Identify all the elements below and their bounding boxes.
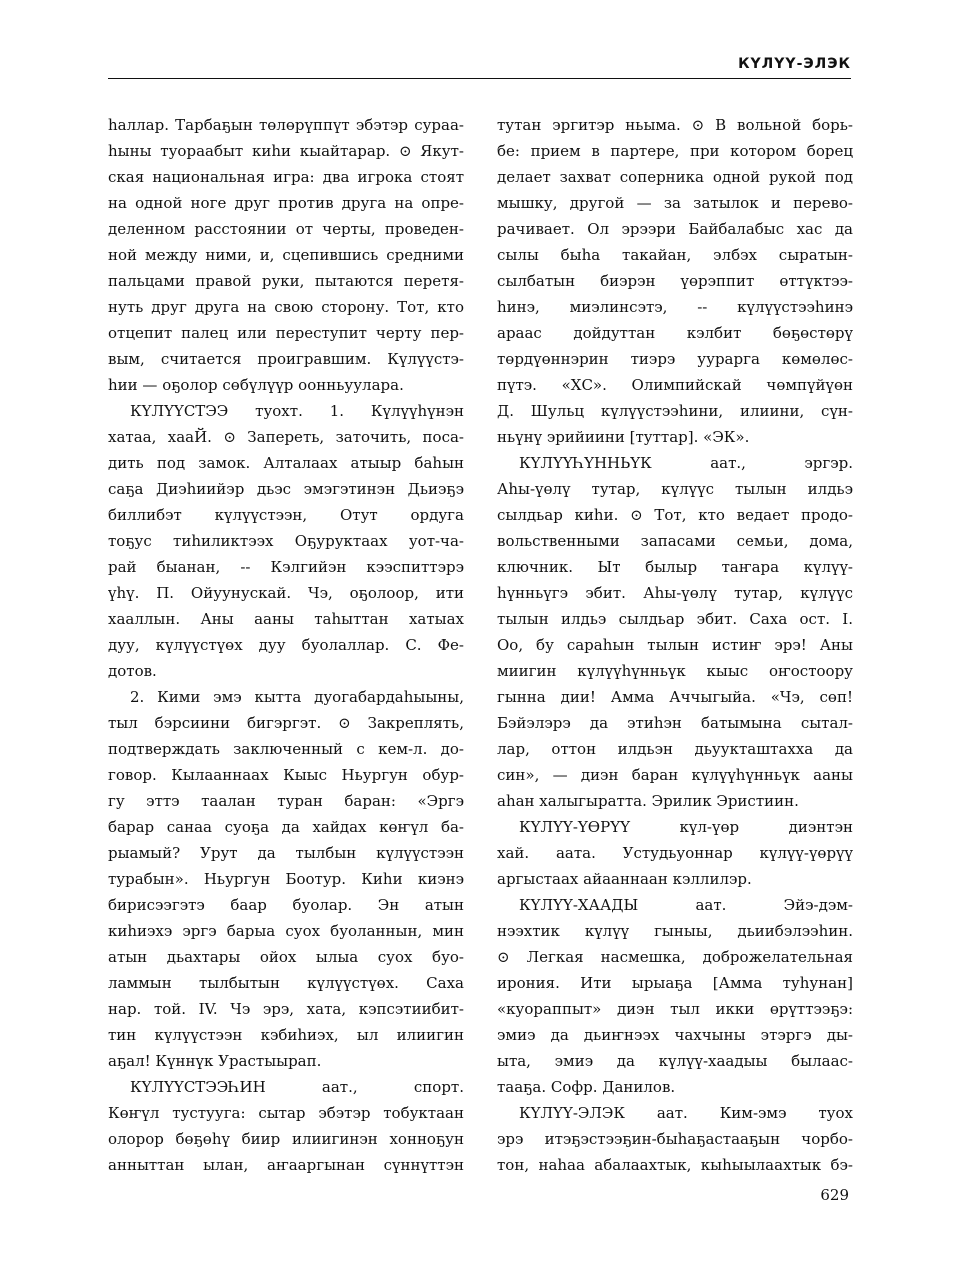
- text-line: Бэйэлэрэ да этиһэн батымына сытал-: [497, 714, 853, 732]
- text-line: тааҕа. Софр. Данилов.: [497, 1078, 676, 1096]
- page-number: 629: [820, 1186, 849, 1204]
- text-line: КҮЛҮҮ-ҮӨРҮҮ күл-үөр диэнтэн: [519, 818, 853, 836]
- text-line: син», — диэн баран күлүүһүнньүк ааны: [497, 766, 853, 784]
- text-line: аһан халыгыратта. Эрилик Эристиин.: [497, 792, 799, 810]
- text-line: аргыстаах айааннаан кэллилэр.: [497, 870, 752, 888]
- text-line: рачивает. Ол эрээри Байбалабыс хас да: [497, 220, 853, 238]
- text-line: дотов.: [108, 662, 157, 680]
- text-line: пүтэ. «ХС». Олимпийскай чөмпүйүөн: [497, 376, 853, 394]
- text-line: атын дьахтары ойох ылыа суох буо-: [108, 948, 464, 966]
- text-line: лар, оттон илдьэн дьуукташтахха да: [497, 740, 853, 758]
- text-line: олорор бөҕөһү биир илиигинэн хонноҕун: [108, 1130, 464, 1148]
- text-line: киһиэхэ эргэ барыа суох буоланнын, мин: [108, 922, 464, 940]
- text-line: 2. Кими эмэ кытта дуогабардаһыыны,: [130, 688, 464, 706]
- text-line: делает захват соперника одной рукой под: [497, 168, 853, 186]
- text-line: ыта, эмиэ да күлүү-хаадыы былаас-: [497, 1052, 853, 1070]
- text-line: саҕа Диэһиийэр дьэс эмэгэтинэн Дьиэҕэ: [108, 480, 464, 498]
- text-line: хааллын. Аны ааны таһыттан хатыах: [108, 610, 464, 628]
- text-line: үһү. П. Ойуунускай. Чэ, оҕолоор, ити: [108, 584, 464, 602]
- text-line: турабын». Ньургун Боотур. Киһи киэнэ: [108, 870, 464, 888]
- text-line: һии — оҕолор сөбүлүүр оонньуулара.: [108, 376, 404, 394]
- text-line: Оо, бу сараһын тылын истиҥ эрэ! Аны: [497, 636, 853, 654]
- text-line: ирония. Ити ырыаҕа [Амма туһунан]: [497, 974, 853, 992]
- text-line: тылын илдьэ сылдьар эбит. Саха ост. I.: [497, 610, 853, 628]
- text-line: миигин күлүүһүнньүк кыыс оҥостоору: [497, 662, 853, 680]
- text-line: анныттан ылан, аҥааргынан сүннүттэн: [108, 1156, 464, 1174]
- text-line: ⊙ Легкая насмешка, доброжелательная: [497, 948, 853, 966]
- text-line: аҕал! Күннүк Урастыырап.: [108, 1052, 322, 1070]
- text-line: эрэ итэҕэстээҕин-быһаҕастааҕын чорбо-: [497, 1130, 853, 1148]
- text-line: рай быанан, -- Кэлгийэн кээспиттэрэ: [108, 558, 464, 576]
- text-line: Көҥүл тустууга: сытар эбэтэр тобуктаан: [108, 1104, 464, 1122]
- text-line: нуть друг друга на свою сторону. Тот, кто: [108, 298, 464, 316]
- text-line: ной между ними, и, сцепившись средними: [108, 246, 464, 264]
- text-line: КҮЛҮҮСТЭЭ туохт. 1. Күлүүһүнэн: [130, 402, 464, 420]
- text-line: подтверждать заключенный с кем-л. до-: [108, 740, 464, 758]
- text-line: тин күлүүстээн кэбиһиэх, ыл илиигин: [108, 1026, 464, 1044]
- text-line: эмиэ да дьиҥнээх чахчыны этэргэ ды-: [497, 1026, 853, 1044]
- text-line: һыны туораабыт киһи кыайтарар. ⊙ Якут-: [108, 142, 464, 160]
- right-column: [497, 112, 853, 1178]
- text-line: гу эттэ таалан туран баран: «Эргэ: [108, 792, 464, 810]
- header-title: КҮЛҮҮ-ЭЛЭК: [738, 56, 851, 72]
- text-line: ламмын тылбытын күлүүстүөх. Саха: [108, 974, 464, 992]
- text-line: бирисээгэтэ баар буолар. Эн атын: [108, 896, 464, 914]
- text-line: биллибэт күлүүстээн, Отут ордуга: [108, 506, 464, 524]
- text-line: тутан эргитэр ньыма. ⊙ В вольной борь-: [497, 116, 853, 134]
- running-header: [108, 56, 851, 79]
- text-line: деленном расстоянии от черты, проведен-: [108, 220, 464, 238]
- left-column: [108, 112, 464, 1178]
- text-line: төрдүөннэрин тиэрэ уурарга көмөлөс-: [497, 350, 853, 368]
- text-line: КҮЛҮҮ-ХААДЫ аат. Эйэ-дэм-: [519, 896, 853, 914]
- text-line: сылы быһа такайан, элбэх сыратын-: [497, 246, 853, 264]
- text-line: КҮЛҮҮСТЭЭҺИН аат., спорт.: [130, 1078, 464, 1096]
- text-line: һүнньүгэ эбит. Аһы-үөлү тутар, күлүүс: [497, 584, 853, 602]
- text-line: тоҕус тиһиликтээх Оҕуруктаах уот-ча-: [108, 532, 464, 550]
- text-line: пальцами правой руки, пытаются перетя-: [108, 272, 464, 290]
- text-line: отцепит палец или переступит черту пер-: [108, 324, 464, 342]
- text-line: араас дойдуттан кэлбит бөҕөстөрү: [497, 324, 853, 342]
- text-line: на одной ноге друг против друга на опре-: [108, 194, 464, 212]
- text-line: һаллар. Тарбаҕын төлөрүппүт эбэтэр сураа-: [108, 116, 464, 134]
- text-line: «куораппыт» диэн тыл икки өрүттээҕэ:: [497, 1000, 853, 1018]
- text-line: сылдьар киһи. ⊙ Тот, кто ведает продо-: [497, 506, 853, 524]
- text-line: дуу, күлүүстүөх дуу буолаллар. С. Фе-: [108, 636, 464, 654]
- text-line: КҮЛҮҮ-ЭЛЭК аат. Ким-эмэ туох: [519, 1104, 853, 1122]
- text-line: хатаа, хааЙ. ⊙ Запереть, заточить, поса-: [108, 428, 464, 446]
- text-line: сылбатын биэрэн үөрэппит өттүктээ-: [497, 272, 853, 290]
- text-line: КҮЛҮҮҺҮННЬҮК аат., эргэр.: [519, 454, 853, 472]
- text-line: хай. аата. Устудьуоннар күлүү-үөрүү: [497, 844, 853, 862]
- text-line: вольственными запасами семьи, дома,: [497, 532, 853, 550]
- text-line: ньүнү эрийиини [туттар]. «ЭК».: [497, 428, 750, 446]
- text-line: мышку, другой — за затылок и перево-: [497, 194, 853, 212]
- text-line: нар. той. IV. Чэ эрэ, хата, кэпсэтиибит-: [108, 1000, 464, 1018]
- text-line: Аһы-үөлү тутар, күлүүс тылын илдьэ: [497, 480, 853, 498]
- text-line: һинэ, миэлинсэтэ, -- күлүүстээһинэ: [497, 298, 853, 316]
- text-line: ключник. Ыт былыр таҥара күлүү-: [497, 558, 853, 576]
- text-line: бе: прием в партере, при котором борец: [497, 142, 853, 160]
- text-line: нээхтик күлүү гыныы, дьиибэлээһин.: [497, 922, 853, 940]
- text-line: ская национальная игра: два игрока стоят: [108, 168, 464, 186]
- text-line: Д. Шульц күлүүстээһини, илиини, сүн-: [497, 402, 853, 420]
- text-line: вым, считается проигравшим. Күлүүстэ-: [108, 350, 464, 368]
- text-line: тыл бэрсиини бигэргэт. ⊙ Закреплять,: [108, 714, 464, 732]
- text-line: барар санаа суоҕа да хайдах көҥүл ба-: [108, 818, 464, 836]
- text-line: дить под замок. Алталаах атыыр баһын: [108, 454, 464, 472]
- text-line: говор. Кылааннаах Кыыс Ньургун обур-: [108, 766, 464, 784]
- text-line: рыамый? Урут да тылбын күлүүстээн: [108, 844, 464, 862]
- text-line: гынна дии! Амма Аччыгыйа. «Чэ, сөп!: [497, 688, 853, 706]
- text-line: тон, наһаа абалаахтык, кыһыылаахтык бэ-: [497, 1156, 853, 1174]
